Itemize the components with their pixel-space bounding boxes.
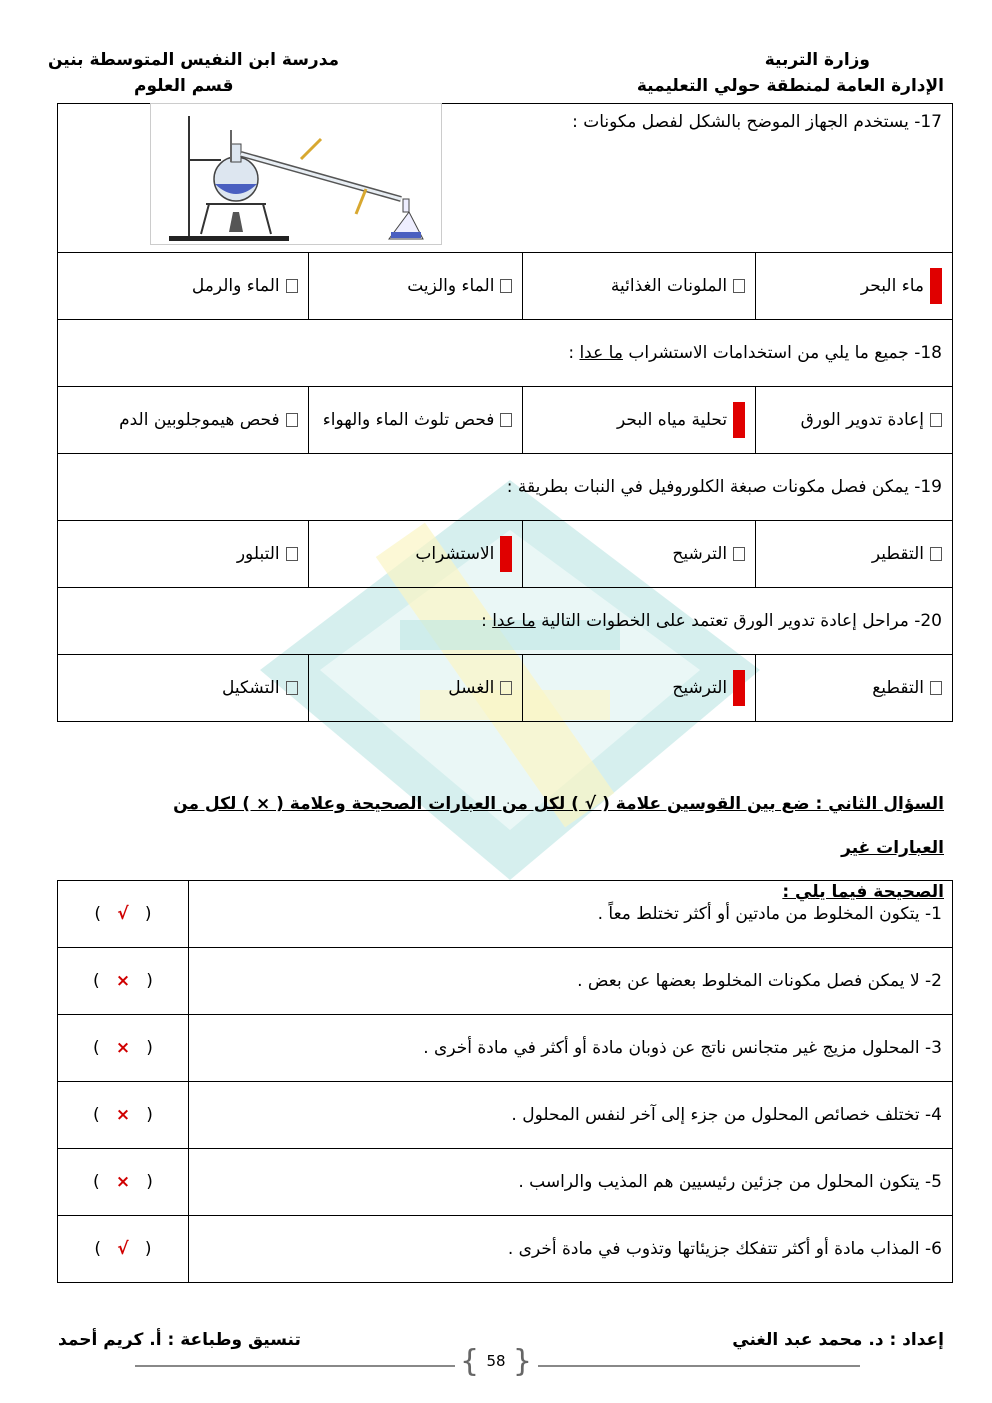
q19-option-1-checkbox[interactable] [930, 547, 942, 561]
statement-6: 6- المذاب مادة أو أكثر تتفكك جزيئاتها وتذوب في مادة أخرى . [188, 1216, 952, 1283]
q17-option-2-checkbox[interactable] [733, 279, 745, 293]
q18-option-3[interactable] [319, 410, 513, 430]
footer-line-right [538, 1365, 860, 1367]
question-18-except: ما عدا [579, 343, 623, 363]
answer-2[interactable]: ( × ) [58, 948, 189, 1015]
prepared-by: إعداد : د. محمد عبد الغني [732, 1330, 944, 1350]
q19-option-4[interactable] [68, 544, 298, 564]
q17-option-1-label: ماء البحر [860, 276, 924, 296]
table-row [58, 881, 953, 948]
school-name: مدرسة ابن النفيس المتوسطة بنين [48, 50, 340, 70]
q20-option-4[interactable] [68, 678, 298, 698]
question-19 [58, 454, 953, 521]
q20-option-3-checkbox[interactable] [500, 681, 512, 695]
q19-option-1-label: التقطير [871, 544, 924, 564]
section-2-title-line-1: السؤال الثاني : ضع بين القوسين علامة ( √ ) لكل من العبارات الصحيحة وعلامة ( × ) لكل من العبارات غير [173, 794, 944, 858]
answer-5[interactable]: ( × ) [58, 1149, 189, 1216]
q20-option-3-label: الغسل [448, 678, 495, 698]
q17-option-3-label: الماء والزيت [407, 276, 495, 296]
q20-option-1-label: التقطيع [872, 678, 924, 698]
q19-option-2-label: الترشيح [672, 544, 728, 564]
q18-option-2-checkbox[interactable] [733, 402, 745, 438]
q18-option-4-label: فحص هيموجلوبين الدم [119, 410, 280, 430]
statement-3: 3- المحلول مزيج غير متجانس ناتج عن ذوبان مادة أو أكثر في مادة أخرى . [188, 1015, 952, 1082]
q17-option-1-checkbox[interactable] [930, 268, 942, 304]
q18-option-2[interactable] [533, 402, 745, 438]
q19-option-1[interactable] [766, 544, 942, 564]
answer-3-mark: × [115, 1038, 131, 1058]
q18-option-2-label: تحلية مياه البحر [617, 410, 728, 430]
question-20-except: ما عدا [492, 611, 536, 631]
table-row [58, 1216, 953, 1283]
question-20-text: 20- مراحل إعادة تدوير الورق تعتمد على الخطوات التالية ما عدا : [481, 611, 942, 631]
answer-1[interactable]: ( √ ) [58, 881, 189, 948]
q20-option-4-label: التشكيل [222, 678, 280, 698]
q17-option-3-checkbox[interactable] [500, 279, 512, 293]
q17-option-1[interactable] [766, 268, 942, 304]
q20-option-2-label: الترشيح [672, 678, 728, 698]
q18-option-3-checkbox[interactable] [500, 413, 512, 427]
answer-1-mark: √ [117, 904, 129, 924]
table-row [58, 1149, 953, 1216]
section-2-title-line-2: الصحيحة فيما يلي : [782, 882, 944, 902]
statement-5: 5- يتكون المحلول من جزئين رئيسيين هم المذيب والراسب . [188, 1149, 952, 1216]
q20-option-2-checkbox[interactable] [733, 670, 745, 706]
question-18-text: 18- جميع ما يلي من استخدامات الاستشراب ما عدا : [568, 343, 942, 363]
answer-4-mark: × [115, 1105, 131, 1125]
q17-option-4-label: الماء والرمل [191, 276, 280, 296]
page-number [460, 1344, 532, 1379]
statement-1: 1- يتكون المخلوط من مادتين أو أكثر تختلط معاً . [188, 881, 952, 948]
answer-2-mark: × [115, 971, 131, 991]
table-row [58, 1082, 953, 1149]
directorate-title: الإدارة العامة لمنطقة حولي التعليمية [636, 76, 944, 96]
q17-option-3[interactable] [319, 276, 513, 296]
q19-option-2[interactable] [533, 544, 745, 564]
q20-option-1-checkbox[interactable] [930, 681, 942, 695]
footer-line-left [135, 1365, 455, 1367]
question-19-text: 19- يمكن فصل مكونات صبغة الكلوروفيل في النبات بطريقة : [506, 477, 942, 497]
coordinated-by: تنسيق وطباعة : أ. كريم أحمد [58, 1330, 301, 1350]
statement-4: 4- تختلف خصائص المحلول من جزء إلى آخر لنفس المحلول . [188, 1082, 952, 1149]
q19-option-3[interactable] [319, 536, 513, 572]
q18-option-4[interactable] [68, 410, 298, 430]
q18-option-1-label: إعادة تدوير الورق [800, 410, 924, 430]
q18-option-1-checkbox[interactable] [930, 413, 942, 427]
q20-option-2[interactable] [533, 670, 745, 706]
answer-5-mark: × [115, 1172, 131, 1192]
q19-option-3-label: الاستشراب [415, 544, 495, 564]
q20-option-3[interactable] [319, 678, 513, 698]
question-17-text: 17- يستخدم الجهاز الموضح بالشكل لفصل مكونات : [572, 112, 942, 132]
page-bracket-right: } [512, 1344, 532, 1379]
table-row [58, 948, 953, 1015]
q17-option-2-label: الملونات الغذائية [610, 276, 728, 296]
ministry-title: وزارة التربية [764, 50, 870, 70]
q19-option-4-checkbox[interactable] [286, 547, 298, 561]
q20-option-1[interactable] [766, 678, 942, 698]
page-number-value: 58 [486, 1352, 506, 1370]
distillation-apparatus-figure [150, 103, 442, 245]
table-row [58, 1015, 953, 1082]
answer-3[interactable]: ( × ) [58, 1015, 189, 1082]
q19-option-4-label: التبلور [236, 544, 280, 564]
q18-option-3-label: فحص تلوث الماء والهواء [322, 410, 495, 430]
question-20 [58, 588, 953, 655]
q17-option-4-checkbox[interactable] [286, 279, 298, 293]
q19-option-2-checkbox[interactable] [733, 547, 745, 561]
q17-option-2[interactable] [533, 276, 745, 296]
answer-6-mark: √ [117, 1239, 129, 1259]
q18-option-1[interactable] [766, 410, 942, 430]
answer-4[interactable]: ( × ) [58, 1082, 189, 1149]
department-name: قسم العلوم [134, 76, 234, 96]
page-bracket-left: { [460, 1344, 480, 1379]
question-18 [58, 320, 953, 387]
true-false-table [57, 880, 953, 1283]
q19-option-3-checkbox[interactable] [500, 536, 512, 572]
q20-option-4-checkbox[interactable] [286, 681, 298, 695]
q18-option-4-checkbox[interactable] [286, 413, 298, 427]
q17-option-4[interactable] [68, 276, 298, 296]
statement-2: 2- لا يمكن فصل مكونات المخلوط بعضها عن بعض . [188, 948, 952, 1015]
answer-6[interactable]: ( √ ) [58, 1216, 189, 1283]
